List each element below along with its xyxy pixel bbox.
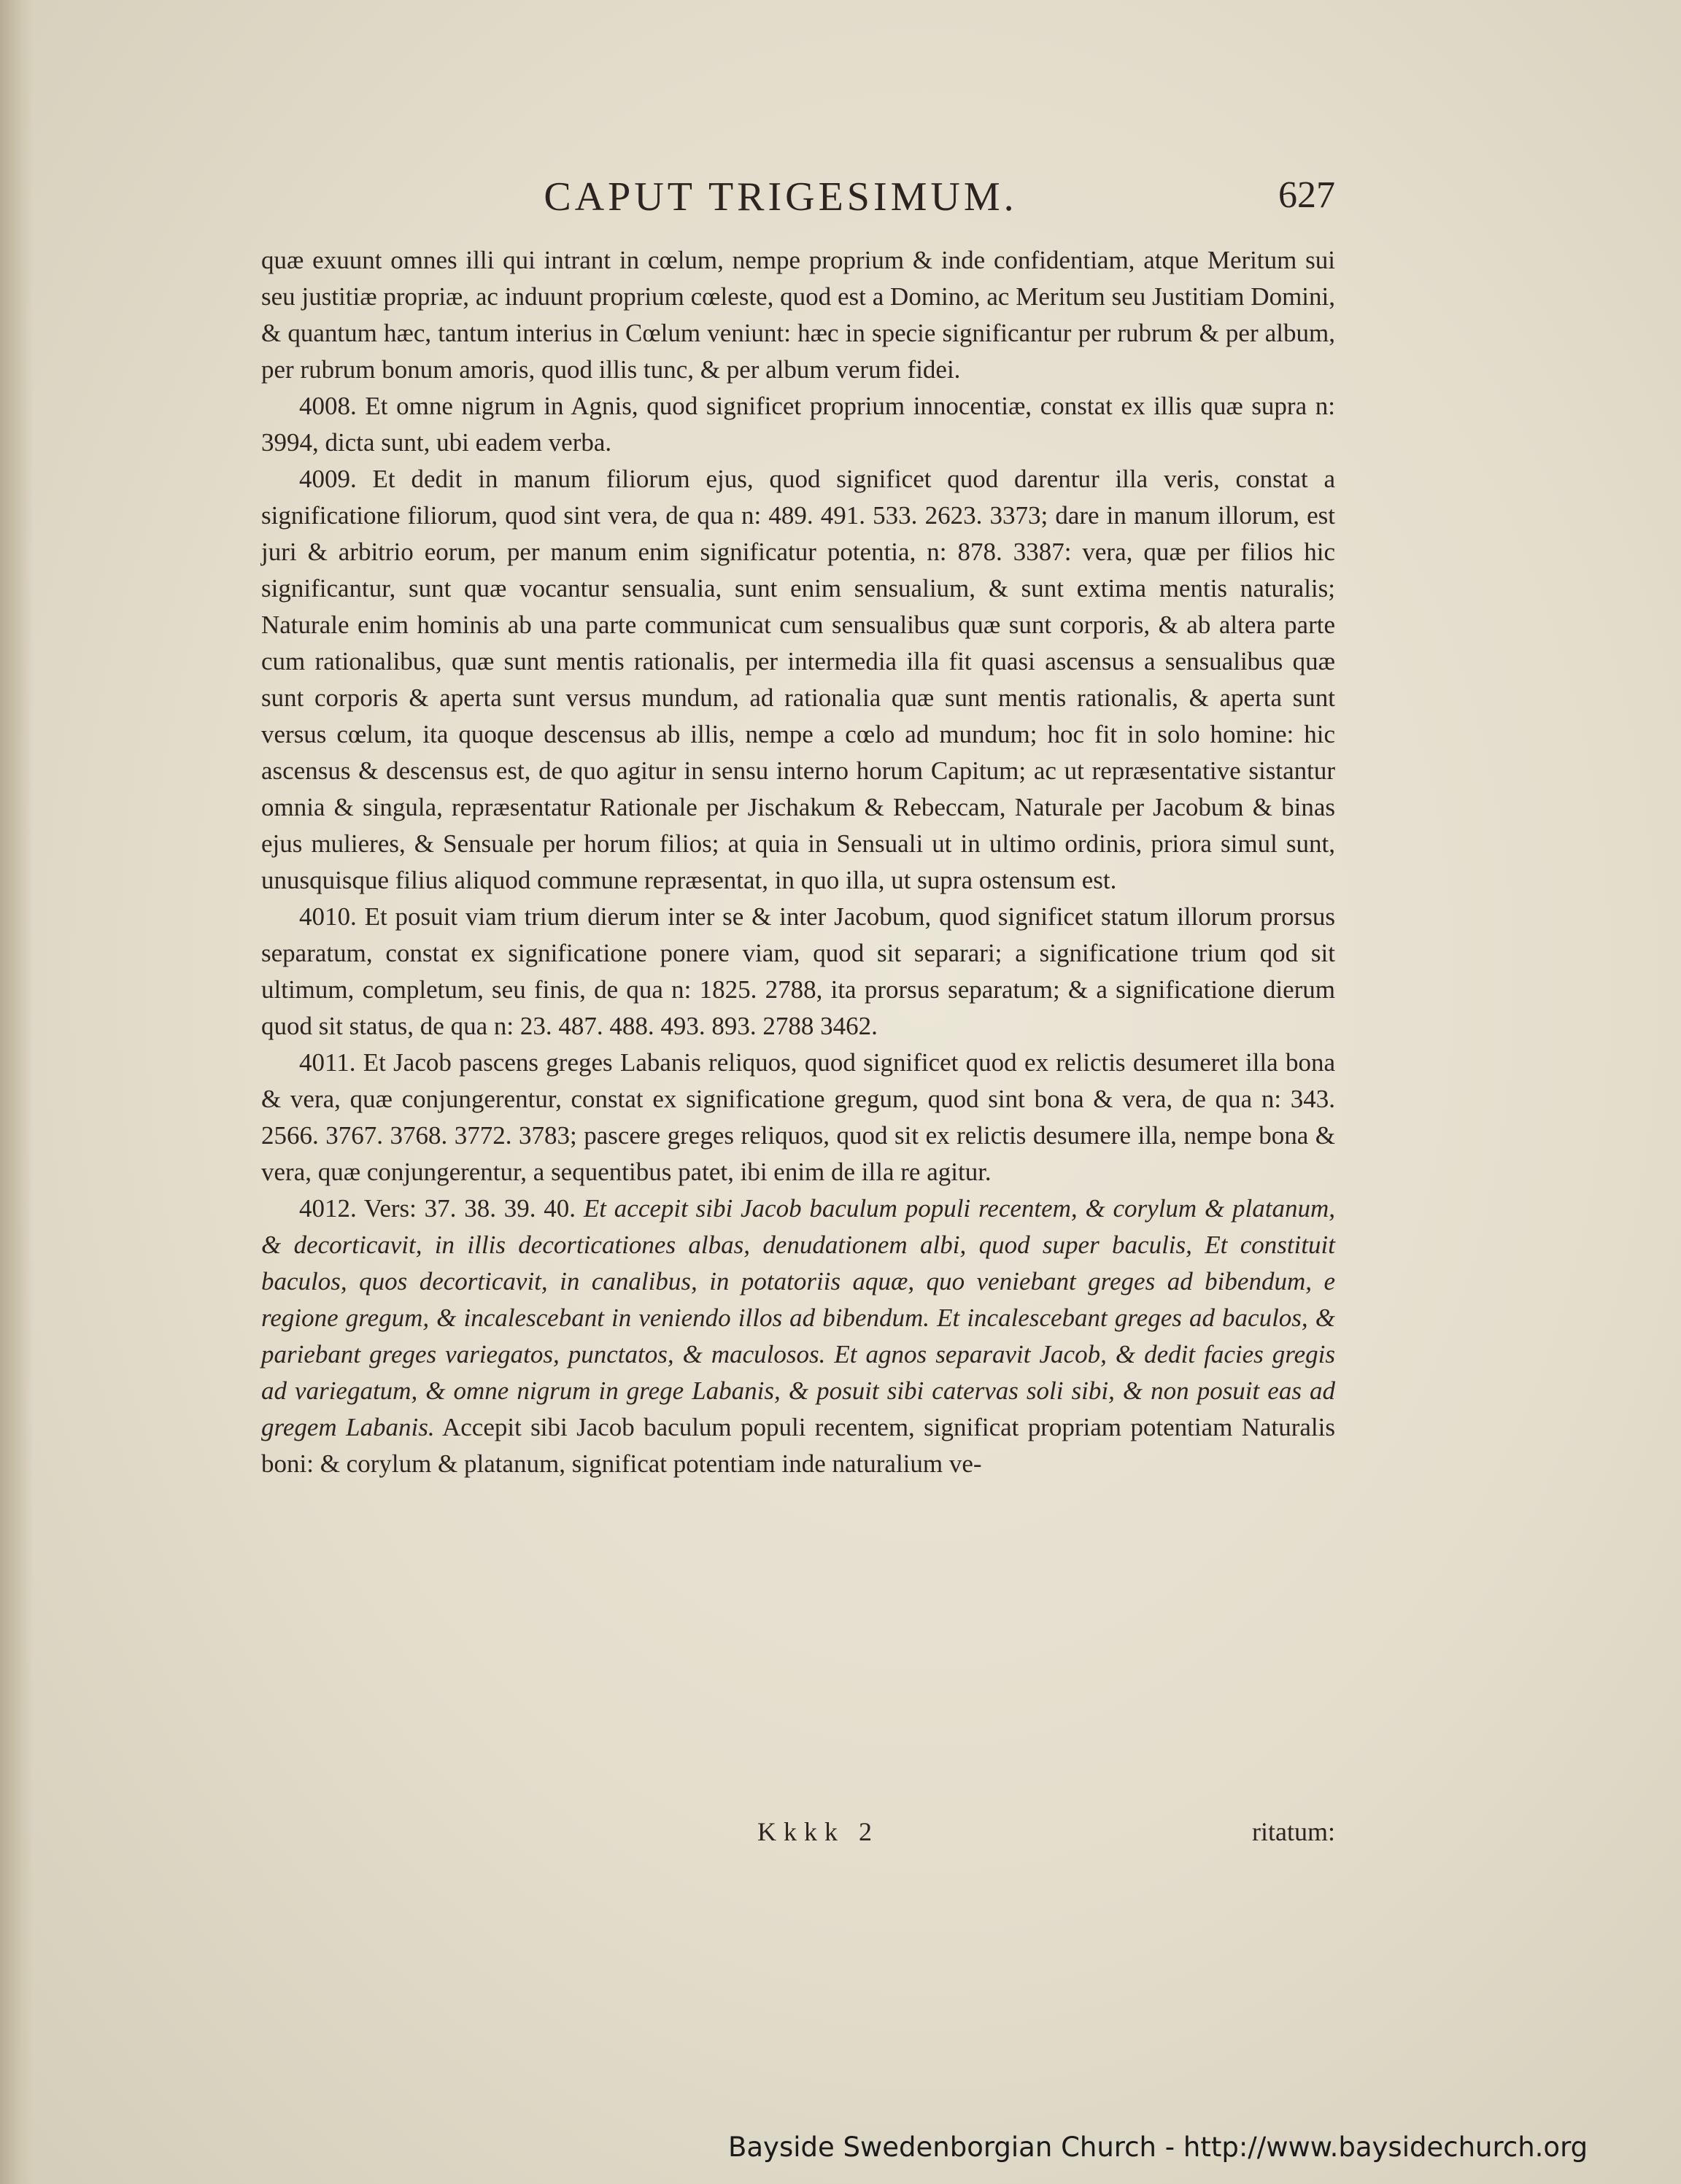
paragraph-text: Et dedit in manum filiorum ejus, quod significet quod darentur illa veris, constat a significatione filiorum, quod sint vera, de qua n: 489. 491. 533. 2623. 3373; dare in manum illorum, est juri & arbitrio eorum, per manum enim significatur potentia, n: 878. 3387: vera, quæ per filios hic significantur, sunt quæ vocantur sensualia, sunt enim sensualium, & sunt extima mentis naturalis; Naturale enim hominis ab una parte communicat cum sensualibus quæ sunt corporis, & ab altera parte cum rationalibus, quæ sunt mentis rationalis, per intermedia illa fit quasi ascensus a sensualibus quæ sunt corporis & aperta sunt versus mundum, ad rationalia quæ sunt mentis rationalis, & aperta sunt versus cœlum, ita quoque descensus ab illis, nempe a cœlo ad mundum; hoc fit in solo homine: hic ascensus & descensus est, de quo agitur in sensu interno horum Capitum; ac ut repræsentative sistantur omnia & singula, repræsentatur Rationale per Jischakum & Rebeccam, Naturale per Jacobum & binas ejus mulieres, & Sensuale per horum filios; at quia in Sensuali ut in ultimo ordinis, priora simul sunt, unusquisque filius aliquod commune repræsentat, in quo illa, ut supra ostensum est. [261,465,1336,894]
paragraph-text: Accepit sibi Jacob baculum populi recentem, significat propriam potentiam Naturalis boni: & corylum & platanum, significat potentiam inde naturalium ve- [261,1413,1335,1478]
paragraph-text: quæ exuunt omnes illi qui intrant in cœlum, nempe proprium & inde confidentiam, atque Meritum sui seu justitiæ propriæ, ac induunt proprium cœleste, quod est a Domino, ac Meritum seu Justitiam Domini, & quantum hæc, tantum interius in Cœlum veniunt: hæc in specie significantur per rubrum & per album, per rubrum bonum amoris, quod illis tunc, & per album verum fidei. [261,246,1335,384]
paragraph-number: 4008. [299,392,357,420]
paragraph-number: 4009. [299,465,357,493]
source-credit: Bayside Swedenborgian Church - http://www.baysidechurch.org [728,2131,1588,2163]
paragraph-4009 [261,461,1335,899]
paragraph-text: Et Jacob pascens greges Labanis reliquos, quod significet quod ex relictis desumeret illa bona & vera, quæ conjungerentur, constat ex significatione gregum, quod sint bona & vera, de qua n: 343. 2566. 3767. 3768. 3772. 3783; pascere greges reliquos, quod sit ex relictis desumere illa, nempe bona & vera, quæ conjungerentur, a sequentibus patet, ibi enim de illa re agitur. [261,1048,1336,1186]
paragraph-4011 [261,1045,1335,1190]
scripture-quote: Et accepit sibi Jacob baculum populi recentem, & corylum & platanum, & decorticavit, in illis decorticationes albas, denudationem albi, quod super baculis, Et constituit baculos, quos decorticavit, in canalibus, in potatoriis aquæ, quo veniebant greges ad bibendum, e regione gregum, & incalescebant in veniendo illos ad bibendum. Et incalescebant greges ad baculos, & pariebant greges variegatos, punctatos, & maculosos. Et agnos separavit Jacob, & dedit facies gregis ad variegatum, & omne nigrum in grege Labanis, & posuit sibi catervas soli sibi, & non posuit eas ad gregem Labanis. [261,1194,1335,1441]
paragraph-4012 [261,1190,1335,1482]
paragraph-text: Et posuit viam trium dierum inter se & inter Jacobum, quod significet statum illorum prorsus separatum, constat ex significatione ponere viam, quod sit separari; a significatione trium qod sit ultimum, completum, seu finis, de qua n: 1825. 2788, ita prorsus separatum; & a significatione dierum quod sit status, de qua n: 23. 487. 488. 493. 893. 2788 3462. [261,902,1335,1040]
page-footer [261,1816,1335,1860]
verse-reference: Vers: 37. 38. 39. 40. [363,1194,576,1223]
running-title: CAPUT TRIGESIMUM. [544,174,1018,220]
paragraph-number: 4010. [299,902,357,931]
paragraph-text: Et omne nigrum in Agnis, quod significet proprium innocentiæ, constat ex illis quæ supra n: 3994, dicta sunt, ubi eadem verba. [261,392,1335,457]
paragraph-continued [261,242,1335,388]
body-text [261,242,1335,1847]
page-number: 627 [1278,174,1335,216]
page-binding-shadow [0,0,34,2184]
paragraph-4008 [261,388,1335,461]
signature-mark: Kkkk 2 [757,1817,879,1846]
page-header [263,174,1335,232]
catchword: ritatum: [1252,1817,1335,1846]
paragraph-number: 4012. [299,1194,357,1223]
paragraph-4010 [261,899,1335,1045]
paragraph-number: 4011. [299,1048,356,1077]
